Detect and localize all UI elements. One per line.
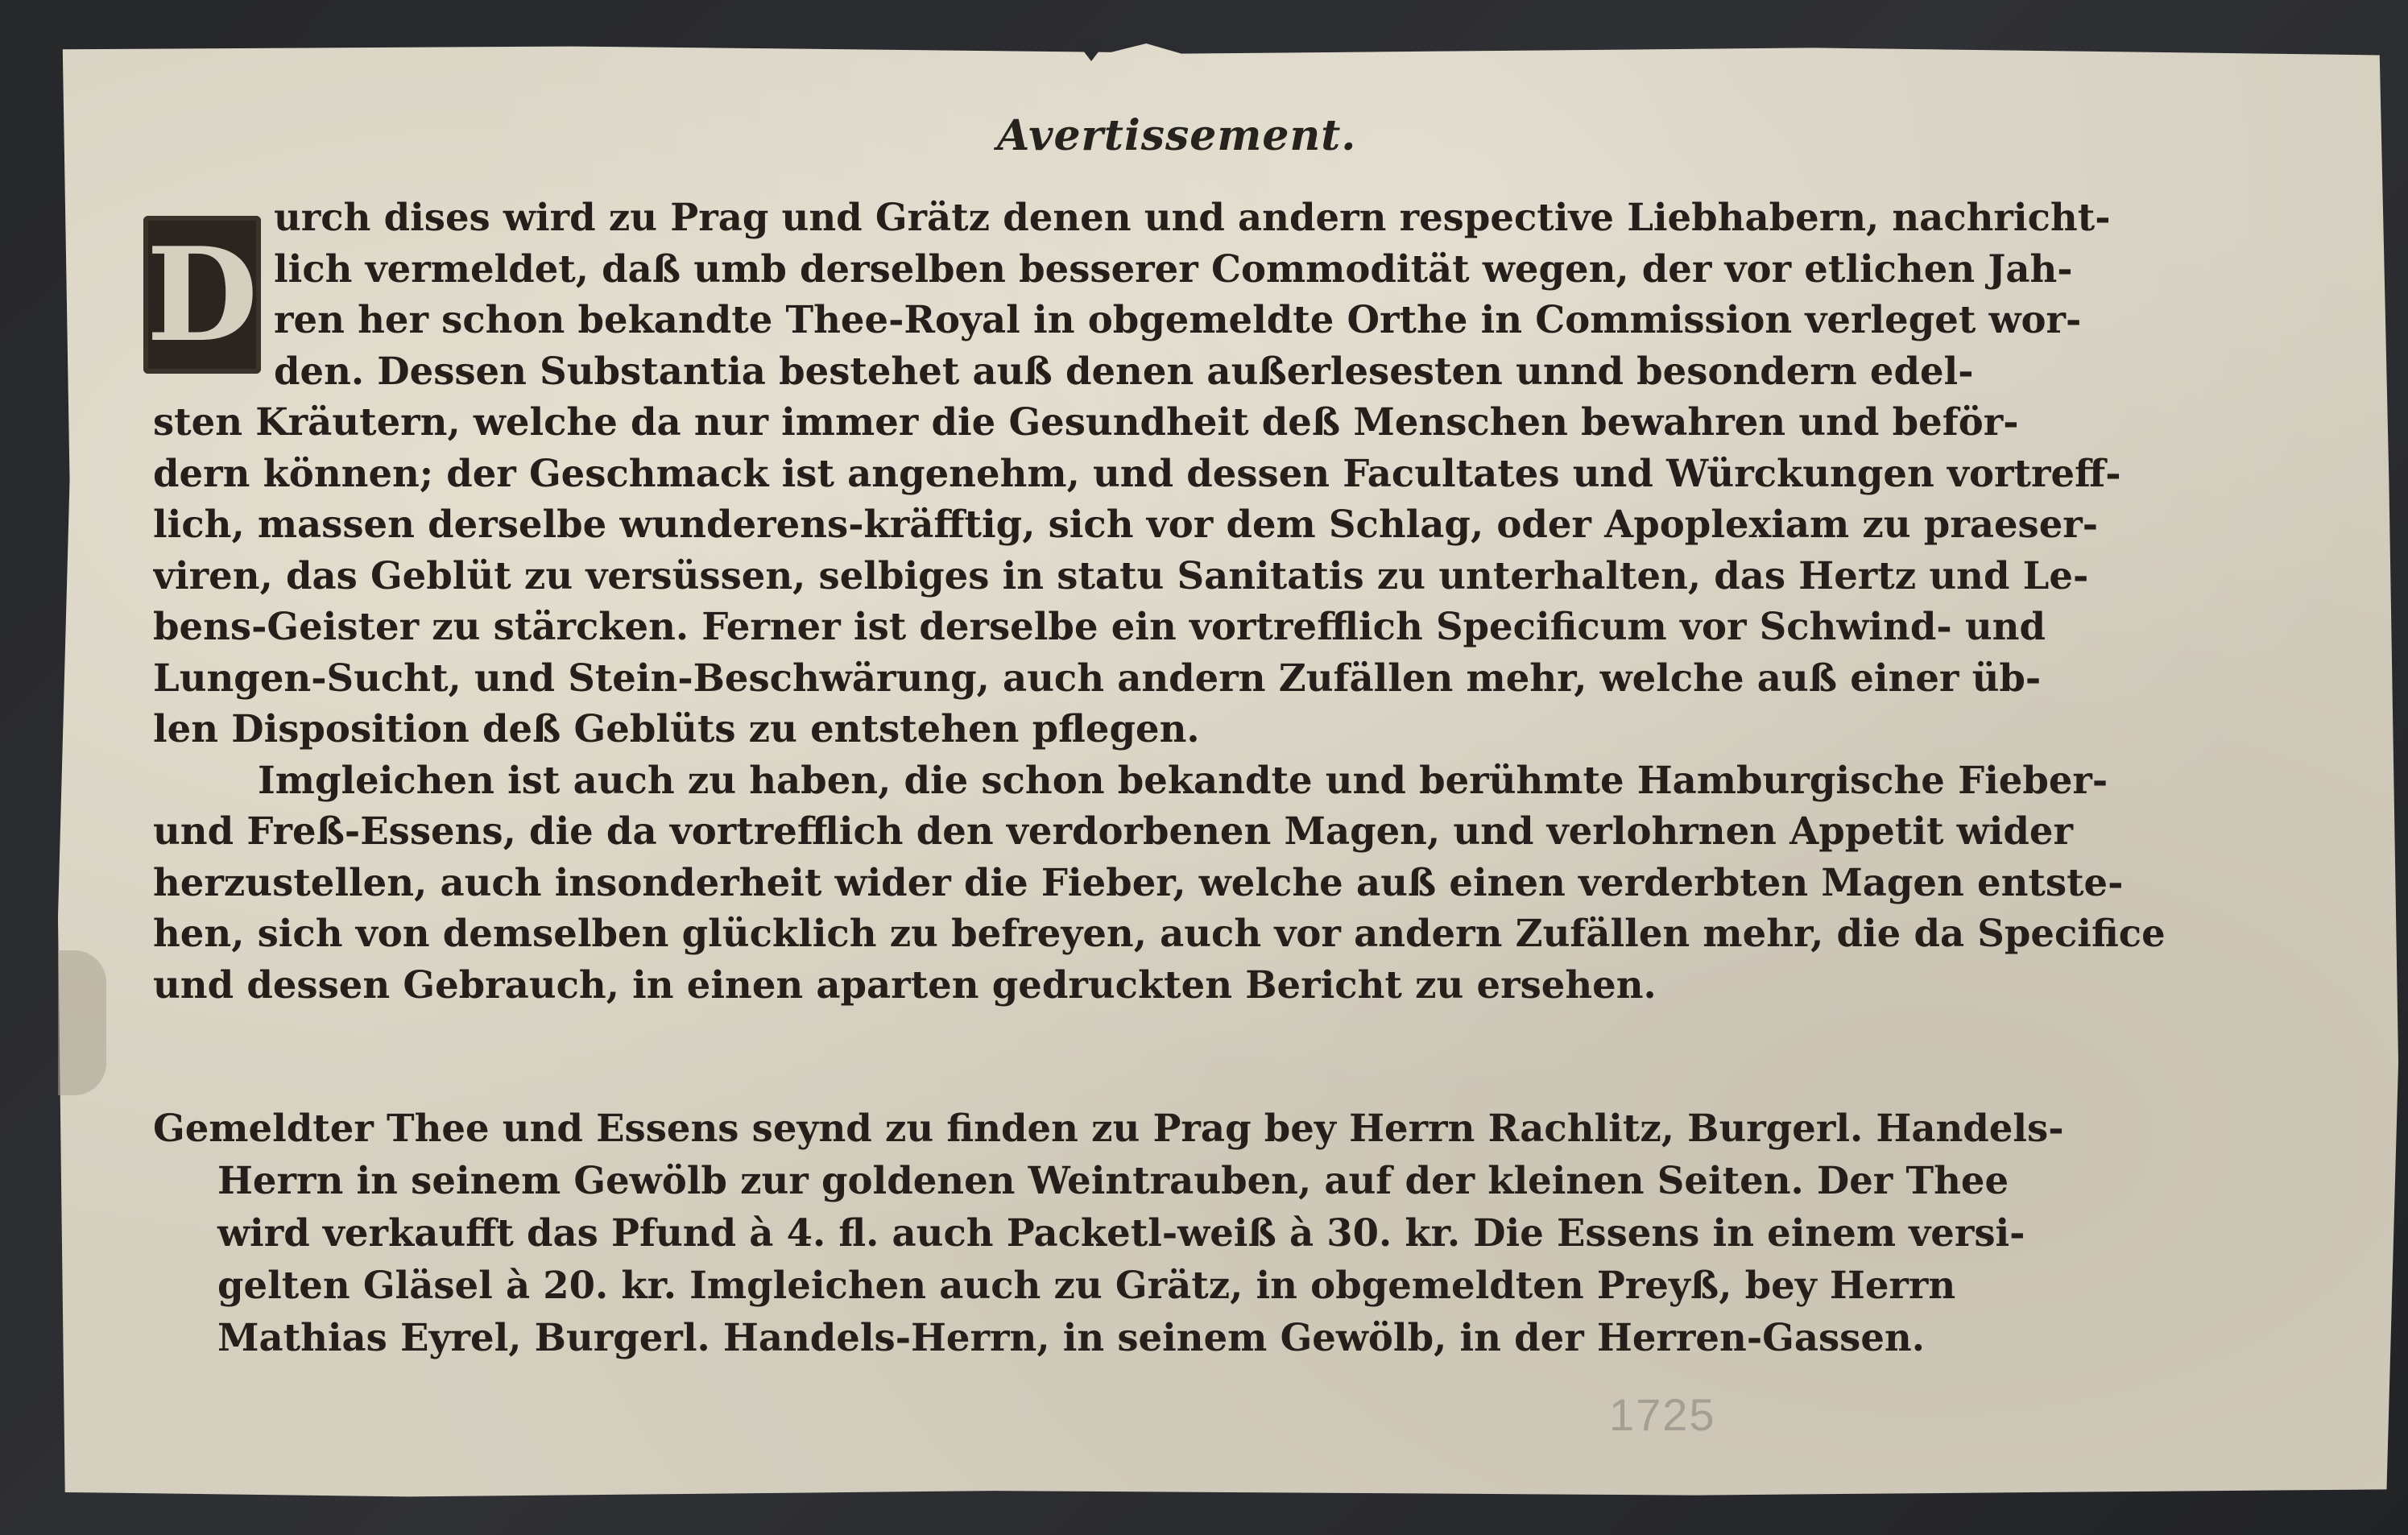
text-line: bens-Geister zu stärcken. Ferner ist derselbe ein vortrefflich Specificum vor Schwind- und [153,604,2046,648]
text-line: herzustellen, auch insonderheit wider die Fieber, welche auß einen verderbten Magen entste- [153,859,2124,904]
text-line: len Disposition deß Geblüts zu entstehen pflegen. [153,706,1200,751]
text-line: ren her schon bekandte Thee-Royal in obgemeldte Orthe in Commission verleget wor- [274,297,2082,341]
paragraph-1 [153,192,2295,1010]
text-line: Herrn in seinem Gewölb zur goldenen Weintrauben, auf der kleinen Seiten. Der Thee [217,1158,2009,1202]
document-title: Avertissement. [997,111,1357,160]
text-line: Gemeldter Thee und Essens seynd zu finden zu Prag bey Herrn Rachlitz, Burgerl. Handels- [153,1106,2064,1150]
paper-tear [58,950,106,1095]
text-line: urch dises wird zu Prag und Grätz denen und andern respective Liebhabern, nachricht- [274,195,2111,239]
text-line: den. Dessen Substantia bestehet auß denen außerlesesten unnd besondern edel- [274,348,1974,393]
dropcap-ornament: D [143,216,261,374]
text-line: viren, das Geblüt zu versüssen, selbiges in statu Sanitatis zu unterhalten, das Hertz und Le- [153,552,2089,598]
text-line: und dessen Gebrauch, in einen aparten gedruckten Bericht zu ersehen. [153,962,1657,1007]
text-line: dern können; der Geschmack ist angenehm, und dessen Facultates und Würckungen vortreff- [153,450,2121,495]
paragraph-3 [153,1102,2295,1363]
text-line: hen, sich von demselben glücklich zu befreyen, auch vor andern Zufällen mehr, die da Specifice [153,911,2166,955]
text-line: Lungen-Sucht, und Stein-Beschwärung, auch andern Zufällen mehr, welche auß einer üb- [153,655,2042,700]
text-line: lich, massen derselbe wunderens-kräfftig, sich vor dem Schlag, oder Apoplexiam zu praeser- [153,502,2099,546]
text-line: und Freß-Essens, die da vortrefflich den verdorbenen Magen, und verlohrnen Appetit wider [153,809,2073,853]
pencil-annotation: 1725 [1609,1389,1716,1440]
text-line: sten Kräutern, welche da nur immer die Gesundheit deß Menschen bewahren und beför- [153,399,2019,444]
text-line: lich vermeldet, daß umb derselben besserer Commodität wegen, der vor etlichen Jah- [274,246,2073,291]
text-line: Imgleichen ist auch zu haben, die schon bekandte und berühmte Hamburgische Fieber- [258,757,2108,802]
text-line: wird verkaufft das Pfund à 4. fl. auch Packetl-weiß à 30. kr. Die Essens in einem versi- [217,1210,2025,1255]
text-line: Mathias Eyrel, Burgerl. Handels-Herrn, in seinem Gewölb, in der Herren-Gassen. [217,1315,1925,1359]
text-line: gelten Gläsel à 20. kr. Imgleichen auch zu Grätz, in obgemeldten Preyß, bey Herrn [217,1263,1956,1307]
